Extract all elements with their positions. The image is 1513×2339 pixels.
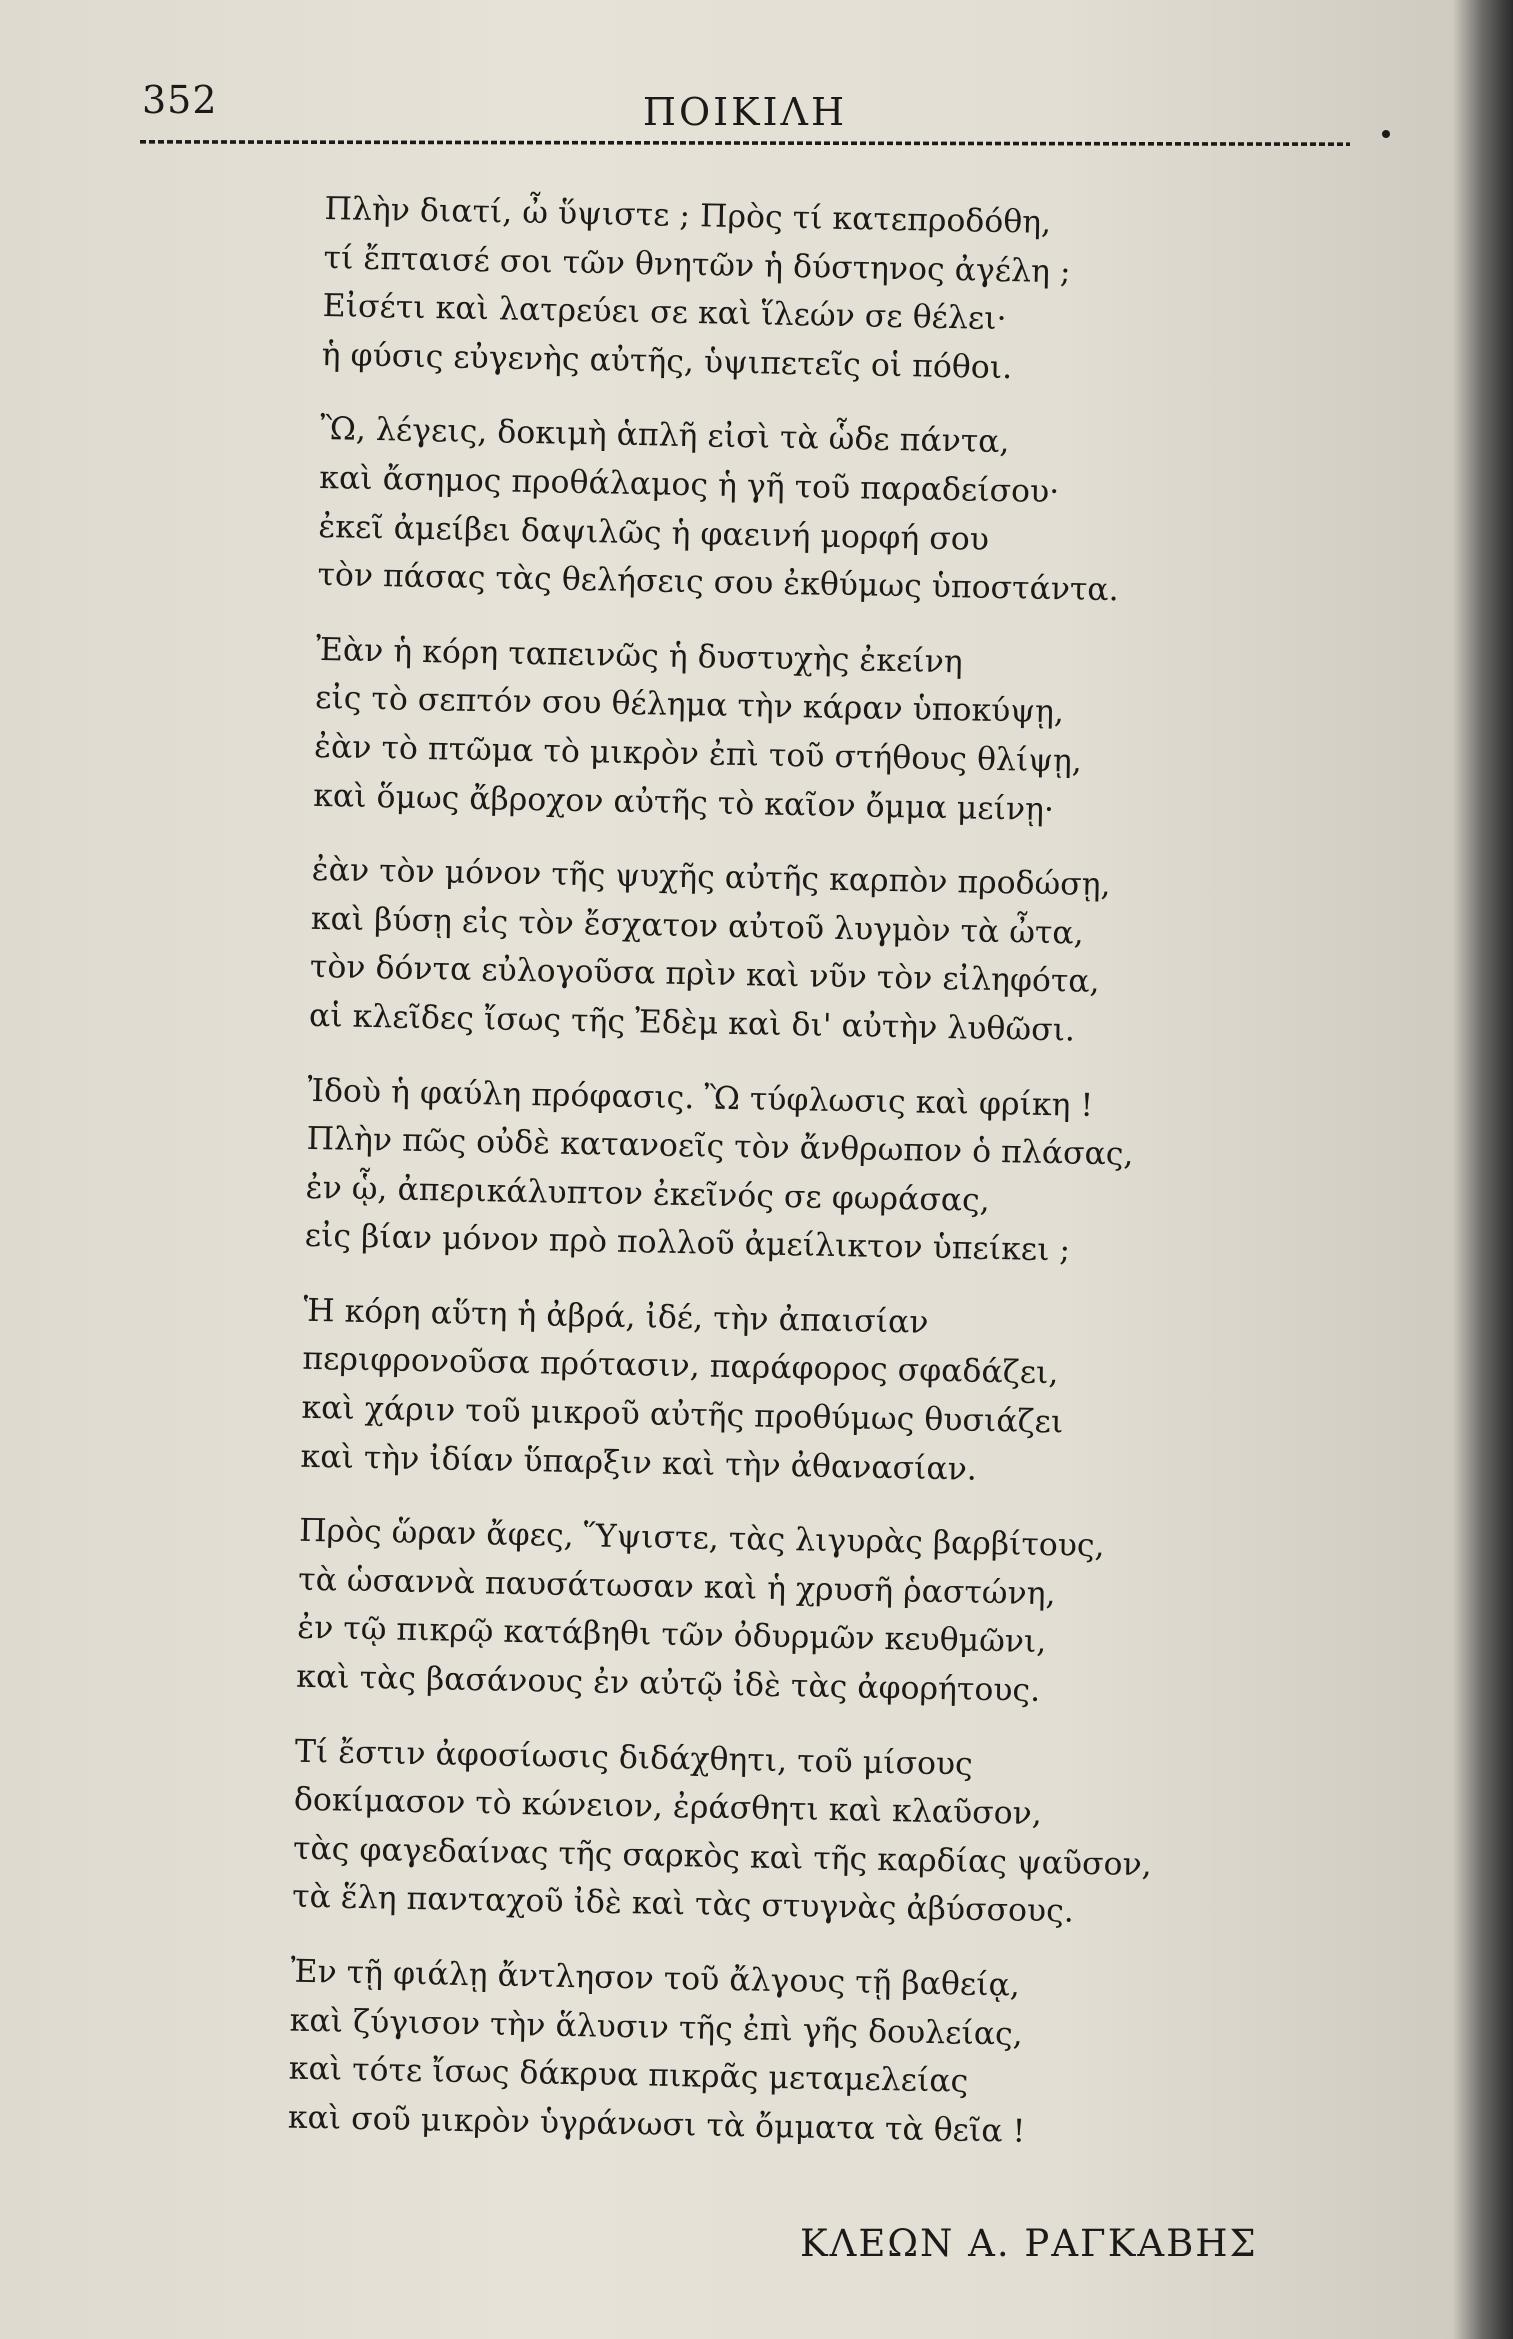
- poem-line: τὸν πάσας τὰς θελήσεις σου ἐκθύμως ὑποστάντα.: [317, 557, 1119, 609]
- poem-line: τὰ ἕλη πανταχοῦ ἰδὲ καὶ τὰς στυγνὰς ἀβύσσους.: [291, 1879, 1075, 1931]
- poem-line: Πλὴν πῶς οὐδὲ κατανοεῖς τὸν ἄνθρωπον ὁ πλάσας,: [306, 1120, 1134, 1173]
- poem-line: τὸν δόντα εὐλογοῦσα πρὶν καὶ νῦν τὸν εἰληφότα,: [309, 949, 1100, 1001]
- stanza: [300, 1287, 1164, 1498]
- poem-line: ἐὰν τὸ πτῶμα τὸ μικρὸν ἐπὶ τοῦ στήθους θλίψῃ,: [313, 728, 1083, 780]
- poem-line: Ἐν τῇ φιάλῃ ἄντλησον τοῦ ἄλγους τῇ βαθείᾳ,: [290, 1953, 1021, 2004]
- stanza: [321, 185, 1185, 396]
- stanza: [309, 846, 1173, 1057]
- poem-line: καὶ τότε ἴσως δάκρυα πικρᾶς μεταμελείας: [288, 2050, 969, 2100]
- stanza: [313, 626, 1177, 837]
- poem-line: καὶ βύσῃ εἰς τὸν ἔσχατον αὐτοῦ λυγμὸν τὰ ὦτα,: [310, 900, 1085, 952]
- poem-line: Ὢ, λέγεις, δοκιμὴ ἁπλῆ εἰσὶ τὰ ὧδε πάντα,: [319, 411, 1010, 461]
- page-header: [140, 70, 1350, 140]
- poem-line: τί ἔπταισέ σοι τῶν θνητῶν ἡ δύστηνος ἀγέλη ;: [323, 239, 1071, 290]
- stanza: [292, 1727, 1156, 1938]
- author-signature: ΚΛΕΩΝ Α. ΡΑΓΚΑΒΗΣ: [800, 2222, 1258, 2265]
- poem-line: καὶ τὴν ἰδίαν ὕπαρξιν καὶ τὴν ἀθανασίαν.: [300, 1438, 978, 1488]
- poem-line: ἐν τῷ πικρῷ κατάβηθι τῶν ὀδυρμῶν κευθμῶνι,: [296, 1610, 1047, 1661]
- stanza: [296, 1507, 1160, 1718]
- poem: [287, 185, 1185, 2185]
- poem-line: Ἐὰν ἡ κόρη ταπεινῶς ἡ δυστυχὴς ἐκείνη: [315, 631, 964, 681]
- poem-line: καὶ τὰς βασάνους ἐν αὐτῷ ἰδὲ τὰς ἀφορήτους.: [296, 1658, 1041, 1710]
- poem-line: Εἰσέτι καὶ λατρεύει σε καὶ ἵλεών σε θέλει·: [322, 288, 1007, 338]
- header-rule: [140, 140, 1350, 146]
- poem-line: Πρὸς ὥραν ἄφες, Ὕψιστε, τὰς λιγυρὰς βαρβίτους,: [298, 1513, 1105, 1565]
- poem-line: καὶ σοῦ μικρὸν ὑγράνωσι τὰ ὄμματα τὰ θεῖα !: [287, 2099, 1026, 2150]
- running-title: ΠΟΙΚΙΛΗ: [642, 90, 848, 134]
- poem-line: Τί ἔστιν ἀφοσίωσις διδάχθητι, τοῦ μίσους: [294, 1733, 974, 1783]
- poem-line: καὶ ὅμως ἄβροχον αὐτῆς τὸ καῖον ὄμμα μείνῃ·: [312, 777, 1055, 828]
- poem-line: δοκίμασον τὸ κώνειον, ἐράσθητι καὶ κλαῦσον,: [293, 1781, 1043, 1833]
- poem-line: εἰς τὸ σεπτόν σου θέλημα τὴν κάραν ὑποκύψῃ,: [314, 680, 1065, 731]
- poem-line: Ἡ κόρη αὕτη ἡ ἀβρά, ἰδέ, τὴν ἀπαισίαν: [303, 1292, 929, 1341]
- page-number: 352: [142, 78, 218, 122]
- poem-line: ἐν ᾧ, ἀπερικάλυπτον ἐκεῖνός σε φωράσας,: [305, 1169, 991, 1219]
- poem-line: καὶ χάριν τοῦ μικροῦ αὐτῆς προθύμως θυσιάζει: [301, 1389, 1064, 1441]
- stanza: [304, 1066, 1168, 1277]
- stanza: [287, 1948, 1151, 2159]
- poem-line: εἰς βίαν μόνον πρὸ πολλοῦ ἀμείλικτον ὑπείκει ;: [304, 1218, 1071, 1269]
- stanza: [317, 405, 1181, 616]
- poem-line: αἱ κλεῖδες ἴσως τῆς Ἐδὲμ καὶ δι' αὐτὴν λυθῶσι.: [308, 997, 1076, 1049]
- poem-line: ἐὰν τὸν μόνον τῆς ψυχῆς αὐτῆς καρπὸν προδώσῃ,: [311, 852, 1111, 904]
- poem-line: περιφρονοῦσα πρότασιν, παράφορος σφαδάζει,: [302, 1341, 1059, 1392]
- poem-line: τὰ ὡσαννὰ παυσάτωσαν καὶ ἡ χρυσῆ ῥαστώνη,: [297, 1561, 1056, 1613]
- poem-line: Πλὴν διατί, ὦ ὕψιστε ; Πρὸς τί κατεπροδόθη,: [324, 190, 1052, 241]
- poem-line: καὶ ἄσημος προθάλαμος ἡ γῆ τοῦ παραδείσου·: [319, 459, 1060, 511]
- ink-dot: [1382, 130, 1390, 138]
- poem-line: τὰς φαγεδαίνας τῆς σαρκὸς καὶ τῆς καρδίας ψαῦσον,: [292, 1830, 1153, 1883]
- poem-line: καὶ ζύγισον τὴν ἅλυσιν τῆς ἐπὶ γῆς δουλείας,: [289, 2002, 1024, 2053]
- poem-line: ἡ φύσις εὐγενὴς αὐτῆς, ὑψιπετεῖς οἱ πόθοι.: [321, 336, 1013, 387]
- poem-line: ἐκεῖ ἀμείβει δαψιλῶς ἡ φαεινή μορφή σου: [318, 508, 990, 558]
- poem-line: Ἰδοὺ ἡ φαύλη πρόφασις. Ὢ τύφλωσις καὶ φρίκη !: [307, 1072, 1094, 1124]
